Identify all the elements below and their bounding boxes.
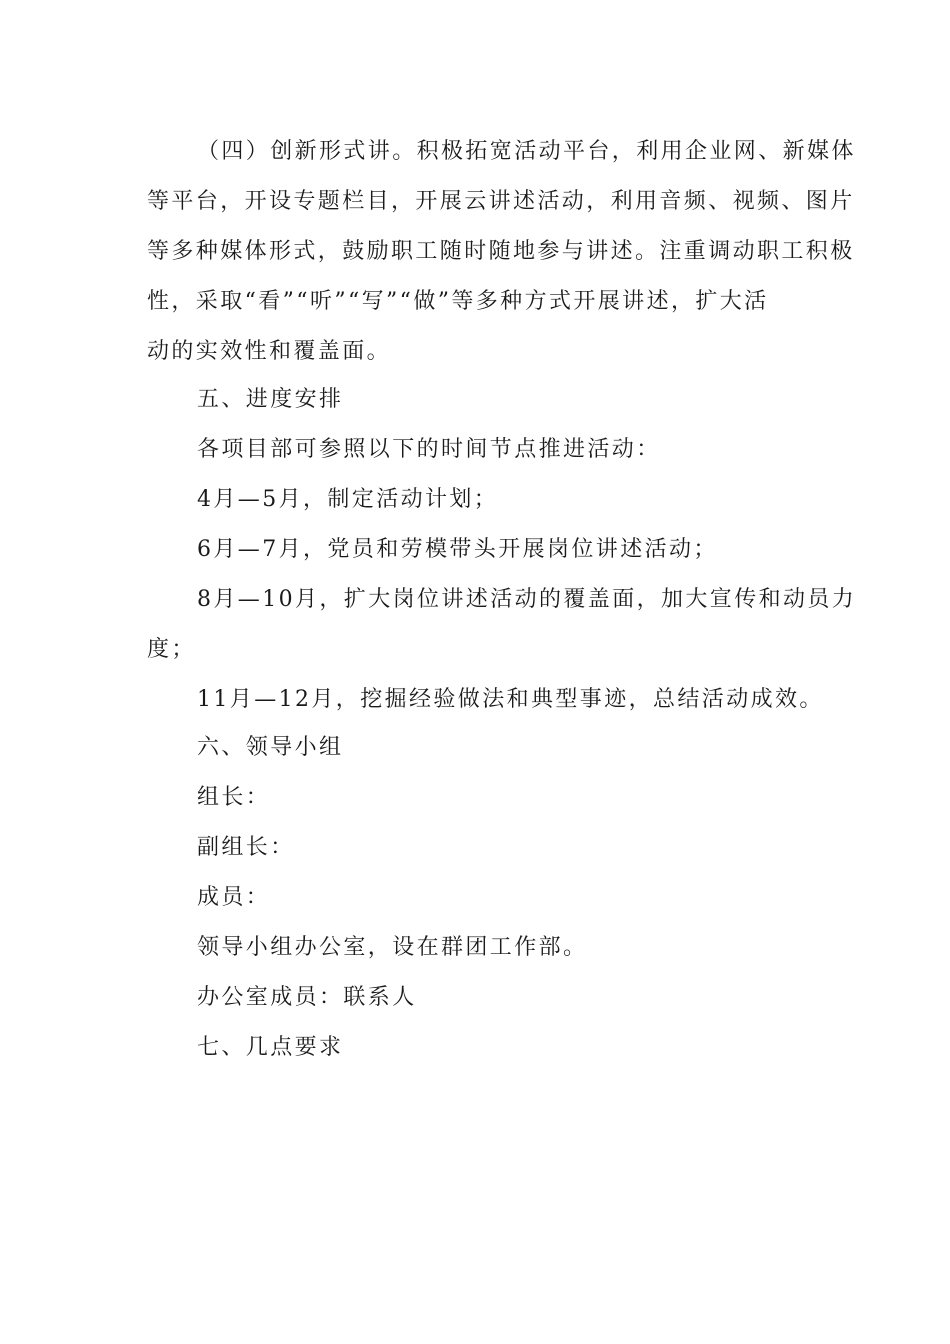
schedule-item-3-line-1: 8月—10月，扩大岗位讲述活动的覆盖面，加大宣传和动员力 [197, 587, 857, 612]
paragraph-4-line-5: 动的实效性和覆盖面。 [147, 339, 392, 364]
paragraph-4-line-4: 性，采取“看”“听”“写”“做”等多种方式开展讲述，扩大活 [147, 289, 769, 314]
paragraph-4-line-2: 等平台，开设专题栏目，开展云讲述活动，利用音频、视频、图片 [147, 189, 855, 214]
schedule-item-3-line-2: 度； [147, 637, 196, 662]
deputy-leader-label: 副组长： [197, 835, 295, 860]
schedule-item-1: 4月—5月，制定活动计划； [197, 487, 499, 512]
office-location: 领导小组办公室，设在群团工作部。 [197, 935, 588, 960]
group-leader-label: 组长： [197, 785, 271, 810]
office-members-contact: 办公室成员：联系人 [197, 985, 417, 1010]
section-5-heading: 五、进度安排 [197, 387, 344, 412]
schedule-intro: 各项目部可参照以下的时间节点推进活动： [197, 437, 661, 462]
members-label: 成员： [197, 885, 271, 910]
section-6-heading: 六、领导小组 [197, 735, 344, 760]
schedule-item-2: 6月—7月，党员和劳模带头开展岗位讲述活动； [197, 537, 718, 562]
schedule-item-4: 11月—12月，挖掘经验做法和典型事迹，总结活动成效。 [197, 687, 824, 712]
paragraph-4-line-1: （四）创新形式讲。积极拓宽活动平台，利用企业网、新媒体 [197, 139, 856, 164]
section-7-heading: 七、几点要求 [197, 1035, 344, 1060]
paragraph-4-line-3: 等多种媒体形式，鼓励职工随时随地参与讲述。注重调动职工积极 [147, 239, 855, 264]
